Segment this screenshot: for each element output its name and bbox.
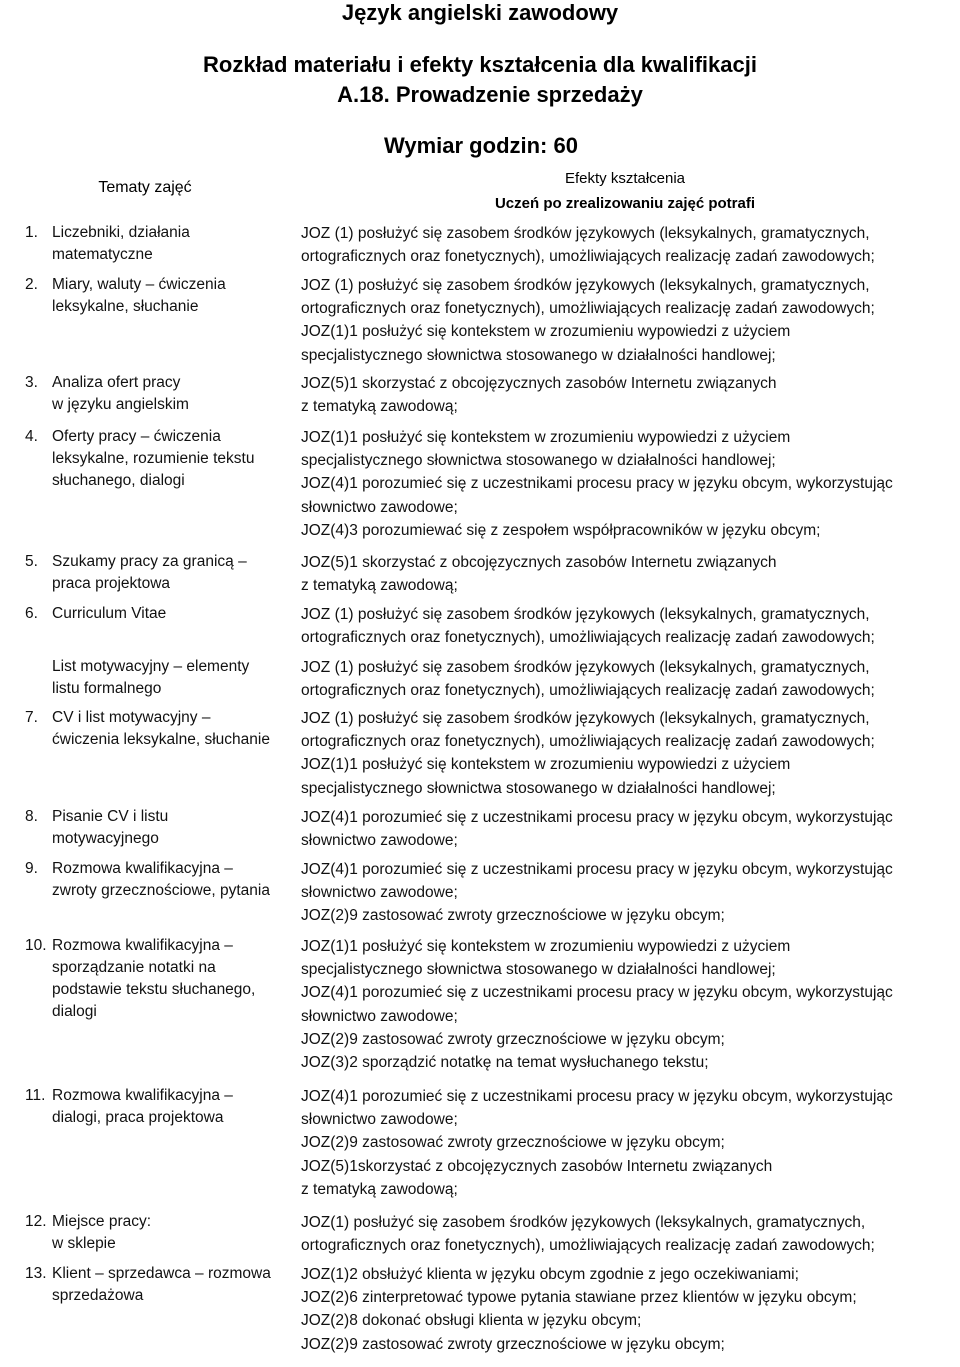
topic-text: leksykalne, rozumienie tekstu [52, 450, 255, 467]
effect-line: specjalistycznego słownictwa stosowanego w działalności handlowej; [301, 346, 776, 364]
topic-line [25, 1211, 290, 1233]
topic-line [25, 274, 290, 296]
effect-line: JOZ(1)2 obsłużyć klienta w języku obcym zgodnie z jego oczekiwaniami; [301, 1266, 799, 1283]
topic-line [25, 448, 290, 470]
effects-header-line2: Uczeń po zrealizowaniu zajęć potrafi [494, 195, 756, 212]
effect-line: JOZ(1)1 posłużyć się kontekstem w zrozumieniu wypowiedzi z użyciem [301, 756, 791, 774]
topic-line [25, 222, 290, 244]
effect-line: z tematyką zawodową; [301, 577, 458, 595]
topic-number: 12. [25, 1213, 47, 1230]
topic-line [25, 828, 290, 850]
topic-text: słuchanego, dialogi [52, 472, 185, 489]
effects-cell [301, 1263, 951, 1356]
effect-line: JOZ(4)1 porozumieć się z uczestnikami procesu pracy w języku obcym, wykorzystując [301, 984, 893, 1002]
topic-line [25, 1263, 290, 1285]
topic-item [25, 426, 290, 492]
topic-text: Pisanie CV i listu [52, 808, 169, 825]
effects-cell [301, 1211, 951, 1257]
effects-cell [301, 1085, 951, 1201]
effects-cell [301, 551, 951, 597]
effect-line: słownictwo zawodowe; [301, 498, 458, 516]
topic-number [25, 1001, 52, 1023]
topic-item [25, 858, 290, 902]
topic-number: 2. [25, 276, 38, 293]
topic-line [25, 880, 290, 902]
topic-number [25, 394, 52, 416]
topic-text: dialogi, praca projektowa [52, 1109, 224, 1126]
effect-line: JOZ(4)1 porozumieć się z uczestnikami procesu pracy w języku obcym, wykorzystując [301, 475, 893, 493]
topic-text: w sklepie [52, 1235, 116, 1252]
topic-text: listu formalnego [52, 680, 162, 697]
effect-line: słownictwo zawodowe; [301, 884, 458, 902]
document-subtitle-line2: A.18. Prowadzenie sprzedaży [337, 82, 643, 107]
effects-header-line1: Efekty kształcenia [564, 170, 686, 187]
topic-number [25, 979, 52, 1001]
effect-line: ortograficznych oraz fonetycznych), umożliwiających realizację zadań zawodowych; [301, 733, 875, 751]
topic-line [25, 244, 290, 266]
effect-line: JOZ(2)9 zastosować zwroty grzecznościowe w języku obcym; [301, 1030, 725, 1048]
effects-cell [301, 656, 951, 702]
effect-line: JOZ (1) posłużyć się zasobem środków językowych (leksykalnych, gramatycznych, [301, 225, 870, 242]
topic-number: 7. [25, 709, 38, 726]
topic-line [25, 426, 290, 448]
topic-number [25, 957, 52, 979]
topic-number: 5. [25, 553, 38, 570]
effect-line: JOZ(2)6 zinterpretować typowe pytania stawiane przez klientów w języku obcym; [301, 1289, 857, 1307]
topic-line [25, 935, 290, 957]
topic-line [25, 979, 290, 1001]
effect-line: specjalistycznego słownictwa stosowanego w działalności handlowej; [301, 961, 776, 979]
topic-line [25, 573, 290, 595]
effects-cell [301, 603, 951, 649]
topic-line [25, 1085, 290, 1107]
topic-text: zwroty grzecznościowe, pytania [52, 882, 270, 899]
effect-line: JOZ(4)1 porozumieć się z uczestnikami procesu pracy w języku obcym, wykorzystując [301, 861, 893, 878]
topic-number [25, 880, 52, 902]
effect-line: JOZ(2)9 zastosować zwroty grzecznościowe w języku obcym; [301, 1335, 725, 1353]
topic-number [25, 296, 52, 318]
effect-line: JOZ(4)1 porozumieć się z uczestnikami procesu pracy w języku obcym, wykorzystując [301, 809, 893, 826]
effect-line: JOZ(1)1 posłużyć się kontekstem w zrozumieniu wypowiedzi z użyciem [301, 429, 791, 446]
effect-line: JOZ(2)8 dokonać obsługi klienta w języku obcym; [301, 1312, 642, 1330]
effects-cell [301, 372, 951, 418]
topic-item [25, 1085, 290, 1129]
topic-text: ćwiczenia leksykalne, słuchanie [52, 731, 270, 748]
topic-text: matematyczne [52, 246, 153, 263]
topic-number: 3. [25, 374, 38, 391]
topic-item [25, 806, 290, 850]
effect-line: ortograficznych oraz fonetycznych), umożliwiających realizację zadań zawodowych; [301, 682, 875, 700]
topic-number [25, 656, 52, 678]
effects-cell [301, 858, 951, 928]
effect-line: JOZ(5)1 skorzystać z obcojęzycznych zasobów Internetu związanych [301, 554, 777, 571]
topic-number: 11. [25, 1087, 46, 1104]
effect-line: JOZ (1) posłużyć się zasobem środków językowych (leksykalnych, gramatycznych, [301, 277, 870, 294]
topic-text: Oferty pracy – ćwiczenia [52, 428, 221, 445]
effect-line: słownictwo zawodowe; [301, 832, 458, 850]
topic-item [25, 1263, 290, 1307]
topic-text: CV i list motywacyjny – [52, 709, 211, 726]
topic-line [25, 1001, 290, 1023]
topic-text: Liczebniki, działania [52, 224, 190, 241]
topics-column-header: Tematy zajęć [98, 179, 192, 196]
topic-line [25, 551, 290, 573]
topic-text: Rozmowa kwalifikacyjna – [52, 860, 233, 877]
topic-number [25, 1233, 52, 1255]
topic-text: praca projektowa [52, 575, 171, 592]
topic-line [25, 1285, 290, 1307]
topic-text: leksykalne, słuchanie [52, 298, 199, 315]
topic-line [25, 603, 290, 625]
effects-cell [301, 426, 951, 542]
topic-text: Rozmowa kwalifikacyjna – [52, 937, 233, 954]
effect-line: ortograficznych oraz fonetycznych), umożliwiających realizację zadań zawodowych; [301, 629, 875, 647]
topic-text: Rozmowa kwalifikacyjna – [52, 1087, 233, 1104]
topic-number [25, 729, 52, 751]
topic-number [25, 828, 52, 850]
effect-line: ortograficznych oraz fonetycznych), umożliwiających realizację zadań zawodowych; [301, 248, 875, 266]
topic-item [25, 372, 290, 416]
topic-item [25, 656, 290, 700]
topic-number [25, 1107, 52, 1129]
topic-text: podstawie tekstu słuchanego, [52, 981, 256, 998]
effect-line: słownictwo zawodowe; [301, 1007, 458, 1025]
hours-label: Wymiar godzin: 60 [384, 133, 578, 158]
topic-line [25, 394, 290, 416]
topic-text: Miary, waluty – ćwiczenia [52, 276, 226, 293]
topic-number [25, 678, 52, 700]
topic-line [25, 729, 290, 751]
effects-cell [301, 274, 951, 367]
effects-cell [301, 806, 951, 852]
topic-line [25, 296, 290, 318]
effect-line: z tematyką zawodową; [301, 1180, 458, 1198]
topic-text: sporządzanie notatki na [52, 959, 216, 976]
effect-line: JOZ (1) posłużyć się zasobem środków językowych (leksykalnych, gramatycznych, [301, 606, 870, 623]
effect-line: JOZ(2)9 zastosować zwroty grzecznościowe w języku obcym; [301, 1134, 725, 1152]
effect-line: JOZ (1) posłużyć się zasobem środków językowych (leksykalnych, gramatycznych, [301, 659, 870, 676]
topic-text: Curriculum Vitae [52, 605, 167, 622]
effect-line: specjalistycznego słownictwa stosowanego w działalności handlowej; [301, 452, 776, 470]
topic-text: List motywacyjny – elementy [52, 658, 250, 675]
topic-number [25, 1285, 52, 1307]
topic-item [25, 1211, 290, 1255]
topic-number: 6. [25, 605, 38, 622]
effect-line: JOZ(4)3 porozumiewać się z zespołem współpracowników w języku obcym; [301, 521, 821, 539]
document-subtitle-line1: Rozkład materiału i efekty kształcenia dla kwalifikacji [203, 52, 757, 77]
effects-cell [301, 222, 951, 268]
effect-line: słownictwo zawodowe; [301, 1111, 458, 1129]
topic-number: 9. [25, 860, 38, 877]
topic-number: 10. [25, 937, 47, 954]
effect-line: JOZ(3)2 sporządzić notatkę na temat wysłuchanego tekstu; [301, 1054, 709, 1072]
topic-text: w języku angielskim [52, 396, 189, 413]
effect-line: JOZ(5)1skorzystać z obcojęzycznych zasobów Internetu związanych [301, 1157, 773, 1175]
topic-text: dialogi [52, 1003, 97, 1020]
topic-number: 13. [25, 1265, 47, 1282]
effect-line: specjalistycznego słownictwa stosowanego w działalności handlowej; [301, 779, 776, 797]
topic-line [25, 678, 290, 700]
effect-line: JOZ (1) posłużyć się zasobem środków językowych (leksykalnych, gramatycznych, [301, 710, 870, 727]
effects-cell [301, 935, 951, 1074]
effect-line: z tematyką zawodową; [301, 398, 458, 416]
topic-number [25, 573, 52, 595]
topic-item [25, 551, 290, 595]
topic-line [25, 372, 290, 394]
effect-line: JOZ(4)1 porozumieć się z uczestnikami procesu pracy w języku obcym, wykorzystując [301, 1088, 893, 1105]
topic-line [25, 1233, 290, 1255]
topic-text: Analiza ofert pracy [52, 374, 181, 391]
topic-line [25, 470, 290, 492]
effect-line: ortograficznych oraz fonetycznych), umożliwiających realizację zadań zawodowych; [301, 1237, 875, 1255]
topic-line [25, 707, 290, 729]
topic-item [25, 707, 290, 751]
topic-text: motywacyjnego [52, 830, 159, 847]
topic-line [25, 1107, 290, 1129]
topic-line [25, 656, 290, 678]
effect-line: JOZ(2)9 zastosować zwroty grzecznościowe w języku obcym; [301, 907, 725, 925]
topic-number: 1. [25, 224, 38, 241]
topic-line [25, 957, 290, 979]
effect-line: JOZ(1)1 posłużyć się kontekstem w zrozumieniu wypowiedzi z użyciem [301, 938, 791, 955]
topic-text: sprzedażowa [52, 1287, 144, 1304]
topic-item [25, 603, 290, 625]
effect-line: JOZ(1)1 posłużyć się kontekstem w zrozumieniu wypowiedzi z użyciem [301, 323, 791, 341]
topic-number [25, 470, 52, 492]
topic-line [25, 806, 290, 828]
topic-number [25, 244, 52, 266]
topic-item [25, 222, 290, 266]
topic-text: Szukamy pracy za granicą – [52, 553, 247, 570]
topic-number: 8. [25, 808, 38, 825]
topic-item [25, 274, 290, 318]
effects-column-header [290, 166, 960, 216]
topic-number: 4. [25, 428, 38, 445]
effects-cell [301, 707, 951, 800]
topic-text: Miejsce pracy: [52, 1213, 152, 1230]
document-title: Język angielski zawodowy [341, 0, 619, 25]
effect-line: ortograficznych oraz fonetycznych), umożliwiających realizację zadań zawodowych; [301, 300, 875, 318]
topic-item [25, 935, 290, 1023]
effect-line: JOZ(5)1 skorzystać z obcojęzycznych zasobów Internetu związanych [301, 375, 777, 392]
effect-line: JOZ(1) posłużyć się zasobem środków językowych (leksykalnych, gramatycznych, [301, 1214, 866, 1231]
topic-text: Klient – sprzedawca – rozmowa [52, 1265, 271, 1282]
topic-line [25, 858, 290, 880]
topic-number [25, 448, 52, 470]
